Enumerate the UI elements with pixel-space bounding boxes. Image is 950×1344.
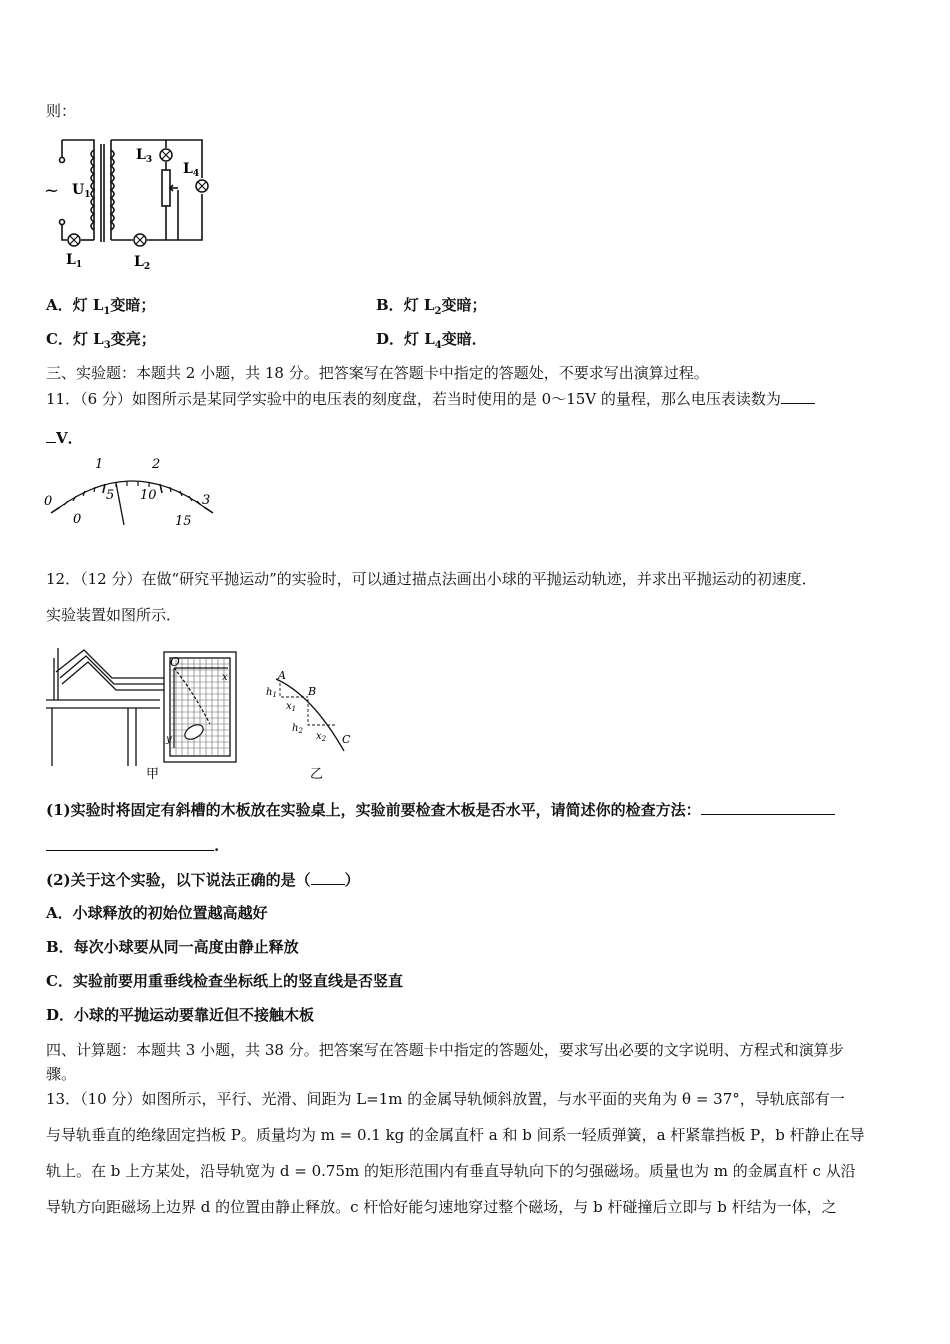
lower-tick-0: 0: [73, 512, 82, 527]
origin-label: O: [170, 655, 180, 669]
svg-text:C: C: [342, 733, 351, 746]
svg-text:L2: $L_2$: [134, 254, 151, 272]
q13-line4: 导轨方向距磁场上边界 d 的位置由静止释放。c 杆恰好能匀速地穿过整个磁场，与 b 杆碰撞后立即与 b 杆结为一体，之: [46, 1198, 837, 1216]
ac-symbol: ~: [44, 180, 60, 201]
option-c: C．灯 $L_3$变亮；: [46, 330, 156, 351]
q12-line2: 实验装置如图所示．: [46, 606, 182, 624]
y-axis-label: y: [166, 734, 172, 745]
q12-sub1: (1)实验时将固定有斜槽的木板放在实验桌上，实验前要检查木板是否水平，请简述你的检查方法：: [46, 800, 835, 819]
q12-option-d: D．小球的平抛运动要靠近但不接触木板: [46, 1006, 315, 1024]
voltmeter-dial: [40, 455, 220, 535]
section-4-heading-line1: 四、计算题：本题共 3 小题，共 38 分。把答案写在答题卡中指定的答题处，要求写出必要的文字说明、方程式和演算步: [46, 1041, 844, 1059]
q11-answer-blank-cont[interactable]: [46, 428, 56, 443]
q12-sub2-blank[interactable]: [311, 870, 345, 885]
svg-text:L4: $L_4$: [183, 161, 200, 179]
q11-answer-blank[interactable]: [781, 389, 815, 404]
q12-line1: 12．（12 分）在做“研究平抛运动”的实验时，可以通过描点法画出小球的平抛运动轨迹，并求出平抛运动的初速度．: [46, 570, 817, 588]
lower-tick-10: 10: [140, 488, 157, 503]
fig-b-caption: 乙: [310, 767, 324, 782]
svg-text:B: B: [308, 685, 317, 698]
upper-tick-3: 3: [202, 493, 211, 508]
q11-line2: V．: [46, 428, 83, 447]
q12-option-c: C．实验前要用重垂线检查坐标纸上的竖直线是否竖直: [46, 972, 403, 990]
svg-text:h2: $h_2$: [292, 723, 303, 735]
q12-sub1-blank-cont[interactable]: [46, 836, 214, 851]
q12-option-a: A．小球释放的初始位置越高越好: [46, 904, 268, 922]
lower-tick-5: 5: [106, 488, 115, 503]
q13-line3: 轨上。在 b 上方某处，沿导轨宽为 d = 0.75m 的矩形范围内有垂直导轨向下的匀强磁场。质量也为 m 的金属直杆 c 从沿: [46, 1162, 856, 1180]
svg-text:x1: $x_1$: [286, 701, 297, 713]
svg-text:U1: $U_1$: [72, 182, 91, 200]
svg-text:A: A: [278, 669, 286, 682]
trajectory-figure: [262, 665, 362, 783]
q13-line2: 与导轨垂直的绝缘固定挡板 P。质量均为 m = 0.1 kg 的金属直杆 a 和 b 间系一轻质弹簧，a 杆紧靠挡板 P，b 杆静止在导: [46, 1126, 865, 1144]
q12-sub1-blank[interactable]: [701, 800, 835, 815]
fig-a-caption: 甲: [146, 767, 160, 782]
lower-tick-15: 15: [175, 514, 192, 529]
option-b: B．灯 $L_2$变暗；: [376, 296, 487, 317]
svg-text:L1: $L_1$: [66, 252, 83, 270]
intro-text: 则：: [46, 102, 77, 120]
projectile-apparatus-figure: [46, 638, 246, 782]
q12-option-b: B．每次小球要从同一高度由静止释放: [46, 938, 299, 956]
q12-sub1-cont: .: [46, 836, 219, 855]
section-4-heading-line2: 骤。: [46, 1065, 77, 1083]
svg-text:x2: $x_2$: [316, 731, 327, 743]
option-d: D．灯 $L_4$变暗．: [376, 330, 487, 351]
svg-text:h1: $h_1$: [266, 687, 277, 699]
x-axis-label: x: [222, 672, 228, 683]
q12-sub2: (2)关于这个实验，以下说法正确的是（ ）: [46, 871, 360, 889]
q11-line1: 11．（6 分）如图所示是某同学实验中的电压表的刻度盘，若当时使用的是 0～15V 的量程，那么电压表读数为: [46, 389, 815, 408]
section-3-heading: 三、实验题：本题共 2 小题，共 18 分。把答案写在答题卡中指定的答题处，不要求写出演算过程。: [46, 364, 709, 382]
upper-tick-2: 2: [152, 457, 161, 472]
transformer-circuit-diagram: [40, 130, 220, 275]
q13-line1: 13．（10 分）如图所示，平行、光滑、间距为 L=1m 的金属导轨倾斜放置，与水平面的夹角为 θ = 37°，导轨底部有一: [46, 1090, 845, 1108]
upper-tick-1: 1: [95, 457, 104, 472]
svg-text:L3: $L_3$: [136, 147, 153, 165]
option-a: A．灯 $L_1$变暗；: [46, 296, 156, 317]
upper-tick-0: 0: [44, 494, 53, 509]
